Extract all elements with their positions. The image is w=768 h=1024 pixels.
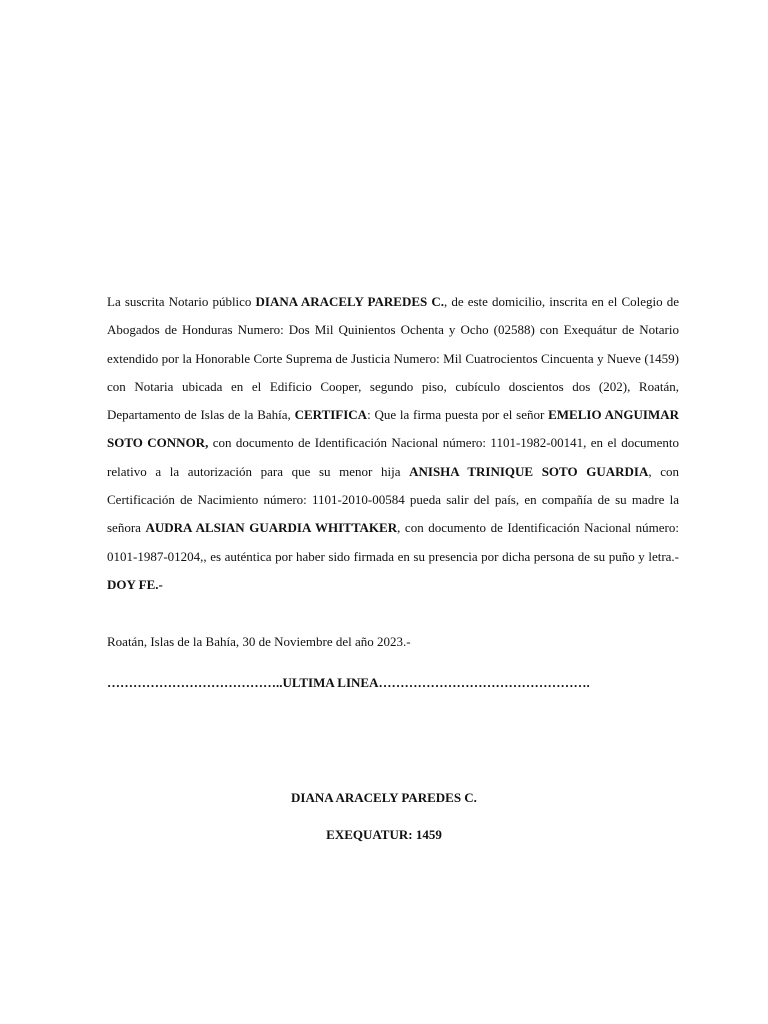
bold-text-segment: DOY FE.- — [107, 576, 163, 592]
last-line-marker: …………………………………..ULTIMA LINEA…………………………………………. — [107, 675, 590, 690]
bold-text-segment: ANISHA TRINIQUE SOTO GUARDIA — [409, 463, 649, 479]
bold-text-segment: CERTIFICA — [294, 407, 368, 423]
text-segment: , con documento de Identificación Nacional número: 0101-1987-01204,, es auténtica por haber sido firmada en su presencia por dicha persona de su puño y letra.- — [107, 520, 679, 564]
certificate-body — [107, 288, 679, 599]
text-segment: , con Certificación de Nacimiento número: 1101-2010-00584 pueda salir del país, en compañía de su madre la señora — [107, 463, 679, 536]
bold-text-segment: DIANA ARACELY PAREDES C. — [255, 294, 444, 309]
text-segment: con documento de Identificación Nacional número: 1101-1982-00141, en el documento relativo a la autorización para que su menor hija — [107, 435, 679, 479]
text-segment: La suscrita Notario público — [107, 294, 256, 309]
text-segment: : Que la firma puesta por el señor — [367, 407, 549, 423]
bold-text-segment: AUDRA ALSIAN GUARDIA WHITTAKER — [145, 520, 398, 536]
signatory-exequatur: EXEQUATUR: 1459 — [326, 827, 442, 842]
place-date: Roatán, Islas de la Bahía, 30 de Noviembre del año 2023.- — [107, 634, 411, 649]
signatory-name: DIANA ARACELY PAREDES C. — [291, 790, 477, 805]
text-segment: , de este domicilio, inscrita en el Colegio de Abogados de Honduras Numero: Dos Mil Quinientos Ochenta y Ocho (02588) con Exequátur de Notario extendido por la Honorable Corte Suprema de Justicia Numero: Mil Cuatrocientos Cincuenta y Nueve (1459) con Notaria ubicada en el Edificio Cooper, segundo piso, cubículo doscientos dos (202), Roatán, Departamento de Islas de la Bahía, — [107, 294, 679, 423]
bold-text-segment: EMELIO ANGUIMAR SOTO CONNOR, — [107, 407, 679, 451]
